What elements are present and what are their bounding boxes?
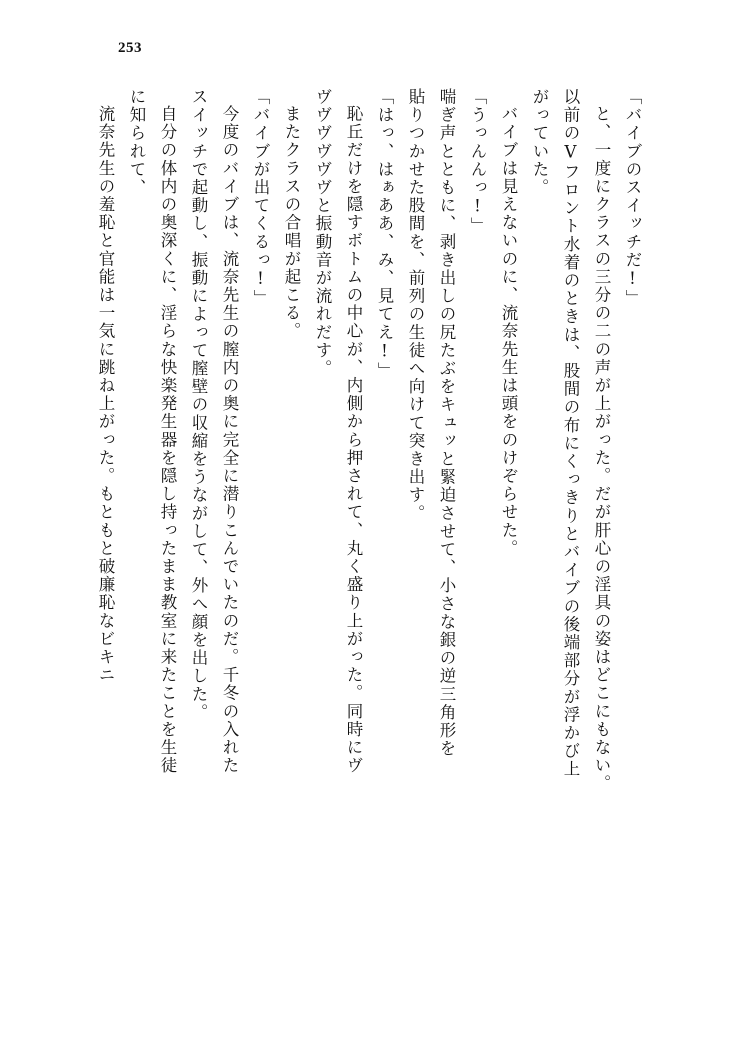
- text-line: 恥丘だけを隠すボトムの中心が、内側から押されて、丸く盛り上がった。同時にヴ: [344, 105, 363, 775]
- text-line: 今度のバイブは、流奈先生の膣内の奥に完全に潜りこんでいたのだ。千冬の入れた: [220, 105, 239, 775]
- text-line: ヴヴヴヴヴヴと振動音が流れだす。: [313, 88, 332, 378]
- text-line: がっていた。: [530, 88, 549, 197]
- text-line: 以前のVフロント水着のときは、股間の布にくっきりとバイブの後端部分が浮かび上: [561, 88, 580, 779]
- text-line: 喘ぎ声とともに、剥き出しの尻たぶをキュッと緊迫させて、小さな銀の逆三角形を: [437, 88, 456, 758]
- text-line: 「バイブが出てくるっ!」: [251, 88, 270, 308]
- text-line: 貼りつかせた股間を、前列の生徒へ向けて突き出す。: [406, 88, 425, 523]
- text-line: 「バイブのスイッチだ!」: [623, 88, 642, 308]
- text-line: またクラスの合唱が起こる。: [282, 105, 301, 341]
- text-line: に知られて、: [127, 88, 146, 197]
- page-number: 253: [118, 40, 142, 56]
- text-line: バイブは見えないのに、流奈先生は頭をのけぞらせた。: [499, 105, 518, 558]
- text-line: と、一度にクラスの三分の二の声が上がった。だが肝心の淫具の姿はどこにもない。: [592, 105, 611, 793]
- text-line: 流奈先生の羞恥と官能は一気に跳ね上がった。もともと破廉恥なビキニ: [96, 105, 115, 685]
- text-line: スイッチで起動し、振動によって膣壁の収縮をうながして、外へ顔を出した。: [189, 88, 208, 722]
- text-line: 「はっ、はぁああ、み、見てえ!」: [375, 88, 394, 381]
- vertical-text-body: [96, 88, 640, 978]
- text-line: 「うっんんっ!」: [468, 88, 487, 236]
- text-line: 自分の体内の奥深くに、淫らな快楽発生器を隠し持ったまま教室に来たことを生徒: [158, 105, 177, 775]
